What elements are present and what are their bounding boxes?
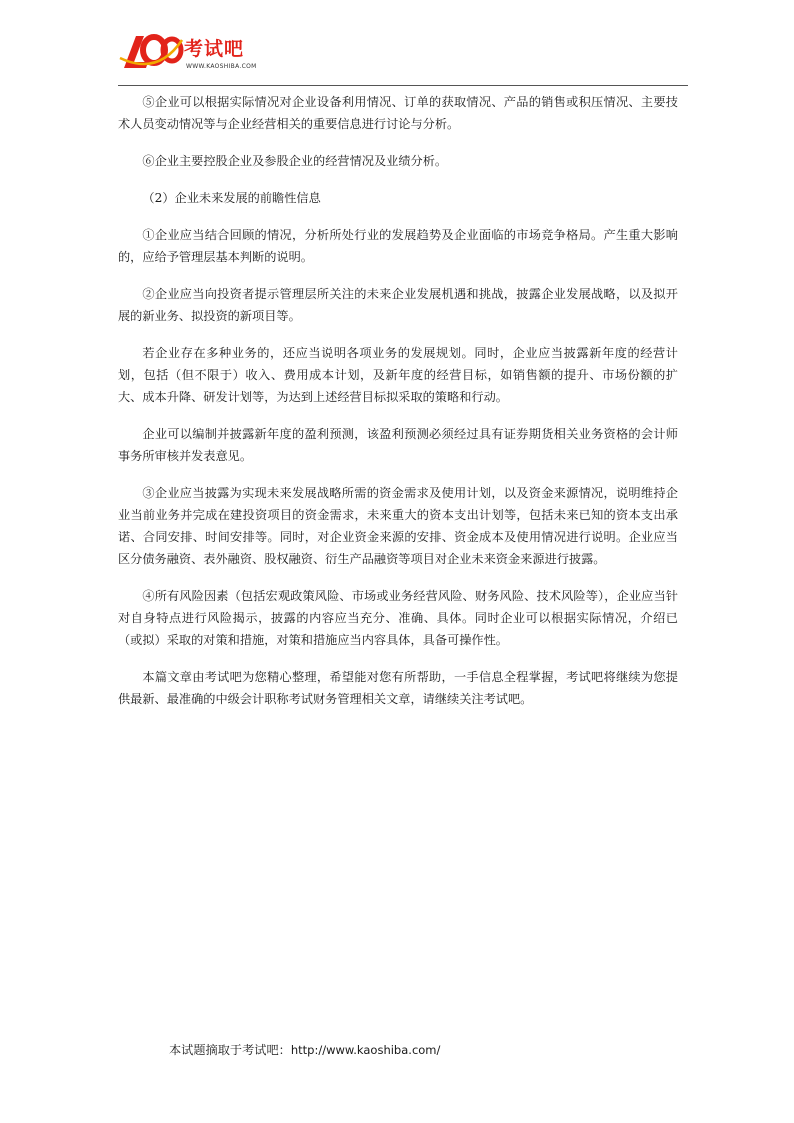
- paragraph: ①企业应当结合回顾的情况，分析所处行业的发展趋势及企业面临的市场竞争格局。产生重大影响的，应给予管理层基本判断的说明。: [118, 228, 678, 264]
- article-body: [118, 91, 678, 710]
- page-footer: [169, 1041, 440, 1058]
- page-header: [118, 28, 688, 88]
- paragraph: 本篇文章由考试吧为您精心整理，希望能对您有所帮助，一手信息全程掌握，考试吧将继续为您提供最新、最准确的中级会计职称考试财务管理相关文章，请继续关注考试吧。: [118, 670, 678, 706]
- paragraph: ⑤企业可以根据实际情况对企业设备利用情况、订单的获取情况、产品的销售或积压情况、主要技术人员变动情况等与企业经营相关的重要信息进行讨论与分析。: [118, 95, 678, 131]
- paragraph: ④所有风险因素（包括宏观政策风险、市场或业务经营风险、财务风险、技术风险等），企业应当针对自身特点进行风险揭示，披露的内容应当充分、准确、具体。同时企业可以根据实际情况，介绍已（或拟）采取的对策和措施，对策和措施应当内容具体，具备可操作性。: [118, 589, 678, 647]
- paragraph: ③企业应当披露为实现未来发展战略所需的资金需求及使用计划，以及资金来源情况，说明维持企业当前业务并完成在建投资项目的资金需求，未来重大的资本支出计划等，包括未来已知的资本支出承诺、合同安排、时间安排等。同时，对企业资金来源的安排、资金成本及使用情况进行说明。企业应当区分债务融资、表外融资、股权融资、衍生产品融资等项目对企业未来资金来源进行披露。: [118, 486, 678, 566]
- paragraph: ②企业应当向投资者提示管理层所关注的未来企业发展机遇和挑战，披露企业发展战略，以及拟开展的新业务、拟投资的新项目等。: [118, 287, 678, 323]
- section-heading: （2）企业未来发展的前瞻性信息: [142, 191, 321, 205]
- logo-url: WWW.KAOSHIBA.COM: [186, 63, 257, 70]
- footer-label: 本试题摘取于考试吧：: [169, 1043, 291, 1057]
- logo-text: 考试吧: [184, 38, 245, 60]
- footer-url-link[interactable]: http://www.kaoshiba.com/: [290, 1043, 441, 1057]
- paragraph: ⑥企业主要控股企业及参股企业的经营情况及业绩分析。: [142, 154, 448, 168]
- paragraph: 企业可以编制并披露新年度的盈利预测，该盈利预测必须经过具有证券期货相关业务资格的会计师事务所审核并发表意见。: [118, 427, 678, 463]
- header-divider: [118, 85, 688, 86]
- paragraph: 若企业存在多种业务的，还应当说明各项业务的发展规划。同时，企业应当披露新年度的经营计划，包括（但不限于）收入、费用成本计划，及新年度的经营目标，如销售额的提升、市场份额的扩大、成本升降、研发计划等，为达到上述经营目标拟采取的策略和行动。: [118, 346, 678, 404]
